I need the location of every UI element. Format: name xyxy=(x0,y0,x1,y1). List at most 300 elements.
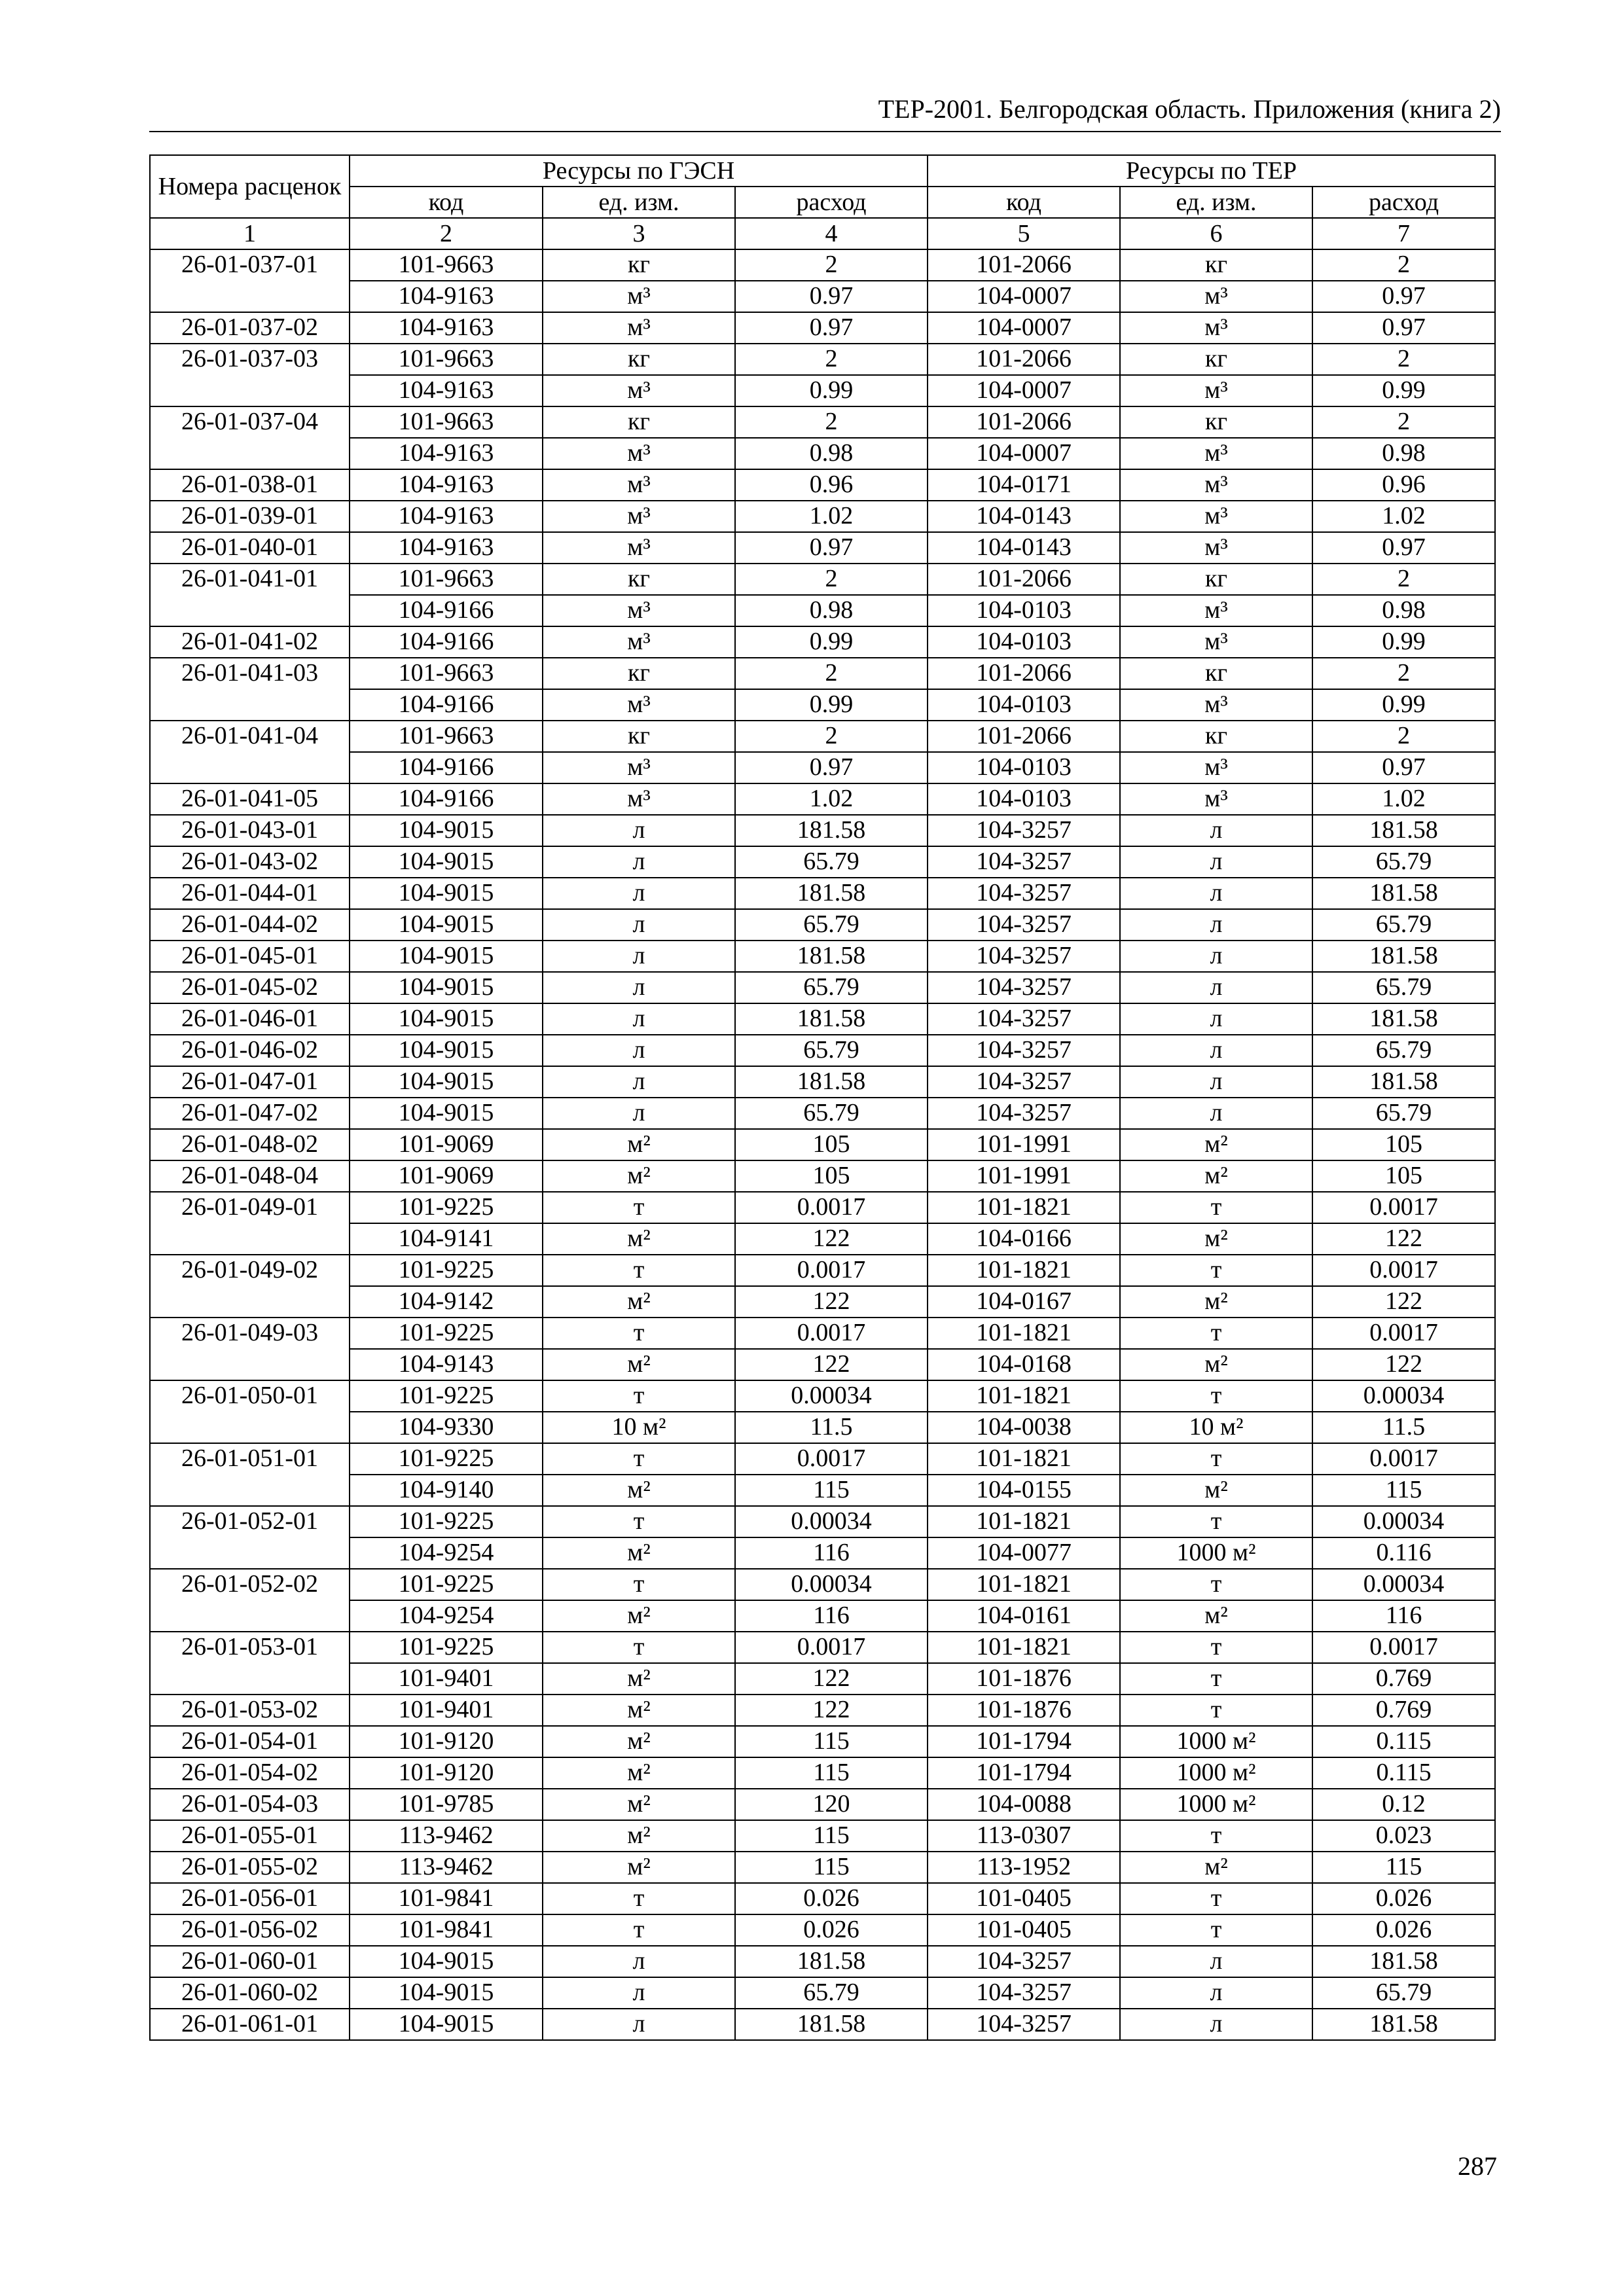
gesn-unit-cell: м² xyxy=(543,1475,735,1506)
rate-number-cell: 26-01-049-02 xyxy=(150,1255,350,1318)
ter-unit-cell: м² xyxy=(1120,1852,1312,1883)
gesn-consumption-cell: 0.026 xyxy=(735,1883,928,1914)
ter-code-cell: 104-3257 xyxy=(928,941,1120,972)
gesn-consumption-cell: 0.98 xyxy=(735,438,928,469)
ter-unit-cell: 1000 м² xyxy=(1120,1726,1312,1757)
ter-unit-cell: т xyxy=(1120,1632,1312,1663)
rate-number-cell: 26-01-053-02 xyxy=(150,1695,350,1726)
gesn-consumption-cell: 0.0017 xyxy=(735,1192,928,1223)
gesn-consumption-cell: 0.99 xyxy=(735,689,928,721)
ter-consumption-cell: 122 xyxy=(1312,1349,1495,1380)
table-row xyxy=(150,1663,1495,1695)
gesn-consumption-cell: 120 xyxy=(735,1789,928,1820)
gesn-code-cell: 104-9015 xyxy=(350,941,543,972)
gesn-code-cell: 101-9120 xyxy=(350,1726,543,1757)
gesn-consumption-cell: 181.58 xyxy=(735,878,928,909)
gesn-code-cell: 104-9254 xyxy=(350,1600,543,1632)
gesn-consumption-cell: 181.58 xyxy=(735,1946,928,1977)
ter-unit-cell: т xyxy=(1120,1820,1312,1852)
gesn-code-cell: 101-9225 xyxy=(350,1380,543,1412)
gesn-unit-cell: м² xyxy=(543,1852,735,1883)
ter-consumption-cell: 181.58 xyxy=(1312,1066,1495,1098)
gesn-code-cell: 104-9254 xyxy=(350,1537,543,1569)
ter-consumption-cell: 2 xyxy=(1312,721,1495,752)
table-row xyxy=(150,438,1495,469)
gesn-code-cell: 104-9015 xyxy=(350,972,543,1003)
ter-unit-cell: л xyxy=(1120,878,1312,909)
ter-consumption-cell: 2 xyxy=(1312,564,1495,595)
rate-number-cell: 26-01-055-01 xyxy=(150,1820,350,1852)
gesn-unit-cell: м³ xyxy=(543,501,735,532)
ter-consumption-cell: 181.58 xyxy=(1312,1003,1495,1035)
ter-unit-cell: м³ xyxy=(1120,312,1312,344)
gesn-code-cell: 104-9166 xyxy=(350,689,543,721)
rate-number-cell: 26-01-037-03 xyxy=(150,344,350,406)
table-row xyxy=(150,532,1495,564)
gesn-code-cell: 104-9163 xyxy=(350,501,543,532)
gesn-unit-cell: л xyxy=(543,1066,735,1098)
gesn-unit-cell: м³ xyxy=(543,689,735,721)
ter-code-cell: 104-0103 xyxy=(928,752,1120,783)
table-row xyxy=(150,1726,1495,1757)
column-number: 2 xyxy=(350,218,543,249)
ter-consumption-cell: 65.79 xyxy=(1312,1035,1495,1066)
gesn-unit-cell: т xyxy=(543,1506,735,1537)
gesn-code-cell: 104-9140 xyxy=(350,1475,543,1506)
rate-number-cell: 26-01-044-02 xyxy=(150,909,350,941)
gesn-consumption-cell: 181.58 xyxy=(735,941,928,972)
ter-consumption-cell: 0.99 xyxy=(1312,626,1495,658)
gesn-unit-cell: м² xyxy=(543,1349,735,1380)
table-body xyxy=(150,249,1495,2040)
ter-code-cell: 104-0103 xyxy=(928,783,1120,815)
ter-consumption-cell: 65.79 xyxy=(1312,1977,1495,2009)
ter-code-cell: 101-0405 xyxy=(928,1883,1120,1914)
ter-unit-cell: кг xyxy=(1120,249,1312,281)
ter-consumption-cell: 0.99 xyxy=(1312,689,1495,721)
ter-unit-cell: 1000 м² xyxy=(1120,1789,1312,1820)
table-row xyxy=(150,1443,1495,1475)
ter-unit-cell: т xyxy=(1120,1506,1312,1537)
gesn-consumption-cell: 0.00034 xyxy=(735,1569,928,1600)
rate-number-cell: 26-01-038-01 xyxy=(150,469,350,501)
table-row xyxy=(150,1349,1495,1380)
gesn-unit-cell: т xyxy=(543,1443,735,1475)
gesn-consumption-cell: 0.0017 xyxy=(735,1255,928,1286)
gesn-code-cell: 101-9069 xyxy=(350,1129,543,1160)
rate-number-cell: 26-01-060-01 xyxy=(150,1946,350,1977)
ter-code-cell: 101-1876 xyxy=(928,1695,1120,1726)
ter-unit-cell: кг xyxy=(1120,721,1312,752)
ter-code-cell: 104-3257 xyxy=(928,846,1120,878)
gesn-unit-cell: м² xyxy=(543,1537,735,1569)
gesn-consumption-cell: 0.99 xyxy=(735,626,928,658)
ter-consumption-cell: 0.115 xyxy=(1312,1726,1495,1757)
gesn-unit-cell: т xyxy=(543,1569,735,1600)
table-row xyxy=(150,1412,1495,1443)
rate-number-cell: 26-01-041-04 xyxy=(150,721,350,783)
rate-number-cell: 26-01-048-02 xyxy=(150,1129,350,1160)
table-row xyxy=(150,1380,1495,1412)
gesn-unit-cell: м³ xyxy=(543,532,735,564)
table-row xyxy=(150,658,1495,689)
table-row xyxy=(150,595,1495,626)
ter-unit-cell: 1000 м² xyxy=(1120,1757,1312,1789)
ter-unit-cell: м³ xyxy=(1120,532,1312,564)
gesn-code-cell: 101-9663 xyxy=(350,344,543,375)
gesn-code-cell: 104-9163 xyxy=(350,532,543,564)
ter-code-cell: 101-1821 xyxy=(928,1632,1120,1663)
gesn-unit-cell: т xyxy=(543,1914,735,1946)
gesn-code-cell: 104-9330 xyxy=(350,1412,543,1443)
column-number: 5 xyxy=(928,218,1120,249)
gesn-code-cell: 104-9015 xyxy=(350,1066,543,1098)
gesn-code-cell: 104-9163 xyxy=(350,375,543,406)
header-gesn-consumption: расход xyxy=(735,187,928,218)
table-row xyxy=(150,1223,1495,1255)
ter-code-cell: 104-0103 xyxy=(928,626,1120,658)
table-row xyxy=(150,1789,1495,1820)
ter-code-cell: 104-3257 xyxy=(928,1098,1120,1129)
ter-unit-cell: л xyxy=(1120,909,1312,941)
ter-consumption-cell: 0.769 xyxy=(1312,1663,1495,1695)
ter-code-cell: 101-2066 xyxy=(928,564,1120,595)
ter-unit-cell: м³ xyxy=(1120,689,1312,721)
ter-unit-cell: т xyxy=(1120,1318,1312,1349)
ter-unit-cell: т xyxy=(1120,1569,1312,1600)
table-row xyxy=(150,1820,1495,1852)
gesn-code-cell: 101-9663 xyxy=(350,658,543,689)
table-row xyxy=(150,1035,1495,1066)
gesn-consumption-cell: 0.0017 xyxy=(735,1443,928,1475)
gesn-unit-cell: л xyxy=(543,1003,735,1035)
ter-consumption-cell: 0.00034 xyxy=(1312,1506,1495,1537)
ter-code-cell: 101-1821 xyxy=(928,1192,1120,1223)
gesn-consumption-cell: 122 xyxy=(735,1223,928,1255)
gesn-code-cell: 104-9015 xyxy=(350,909,543,941)
gesn-unit-cell: м² xyxy=(543,1726,735,1757)
gesn-code-cell: 101-9663 xyxy=(350,721,543,752)
ter-unit-cell: т xyxy=(1120,1695,1312,1726)
gesn-consumption-cell: 65.79 xyxy=(735,909,928,941)
rate-number-cell: 26-01-060-02 xyxy=(150,1977,350,2009)
ter-consumption-cell: 115 xyxy=(1312,1475,1495,1506)
ter-code-cell: 101-1821 xyxy=(928,1318,1120,1349)
gesn-unit-cell: м² xyxy=(543,1160,735,1192)
gesn-code-cell: 104-9015 xyxy=(350,1035,543,1066)
ter-consumption-cell: 2 xyxy=(1312,249,1495,281)
gesn-code-cell: 104-9015 xyxy=(350,878,543,909)
gesn-unit-cell: л xyxy=(543,1035,735,1066)
ter-unit-cell: л xyxy=(1120,1035,1312,1066)
ter-unit-cell: кг xyxy=(1120,658,1312,689)
gesn-consumption-cell: 65.79 xyxy=(735,972,928,1003)
ter-unit-cell: л xyxy=(1120,941,1312,972)
ter-unit-cell: л xyxy=(1120,1066,1312,1098)
ter-unit-cell: т xyxy=(1120,1255,1312,1286)
gesn-unit-cell: м² xyxy=(543,1757,735,1789)
rate-number-cell: 26-01-053-01 xyxy=(150,1632,350,1695)
ter-consumption-cell: 0.96 xyxy=(1312,469,1495,501)
ter-code-cell: 101-2066 xyxy=(928,249,1120,281)
gesn-unit-cell: м³ xyxy=(543,595,735,626)
rate-number-cell: 26-01-055-02 xyxy=(150,1852,350,1883)
gesn-consumption-cell: 115 xyxy=(735,1726,928,1757)
gesn-code-cell: 104-9015 xyxy=(350,1946,543,1977)
table-row xyxy=(150,1852,1495,1883)
rate-number-cell: 26-01-037-02 xyxy=(150,312,350,344)
gesn-code-cell: 104-9166 xyxy=(350,752,543,783)
table-row xyxy=(150,1318,1495,1349)
gesn-consumption-cell: 65.79 xyxy=(735,1035,928,1066)
rate-number-cell: 26-01-046-01 xyxy=(150,1003,350,1035)
table-row xyxy=(150,1192,1495,1223)
ter-consumption-cell: 2 xyxy=(1312,406,1495,438)
gesn-unit-cell: кг xyxy=(543,658,735,689)
table-row xyxy=(150,972,1495,1003)
gesn-code-cell: 101-9225 xyxy=(350,1255,543,1286)
rate-number-cell: 26-01-044-01 xyxy=(150,878,350,909)
ter-consumption-cell: 105 xyxy=(1312,1160,1495,1192)
ter-unit-cell: л xyxy=(1120,1098,1312,1129)
rate-number-cell: 26-01-037-01 xyxy=(150,249,350,312)
gesn-consumption-cell: 0.97 xyxy=(735,312,928,344)
header-gesn-unit: ед. изм. xyxy=(543,187,735,218)
gesn-consumption-cell: 0.00034 xyxy=(735,1506,928,1537)
ter-code-cell: 104-0038 xyxy=(928,1412,1120,1443)
ter-consumption-cell: 0.00034 xyxy=(1312,1380,1495,1412)
ter-consumption-cell: 0.0017 xyxy=(1312,1318,1495,1349)
gesn-unit-cell: л xyxy=(543,972,735,1003)
gesn-unit-cell: м³ xyxy=(543,281,735,312)
ter-unit-cell: м² xyxy=(1120,1223,1312,1255)
ter-consumption-cell: 181.58 xyxy=(1312,2009,1495,2040)
table-row xyxy=(150,1914,1495,1946)
ter-consumption-cell: 0.0017 xyxy=(1312,1255,1495,1286)
ter-code-cell: 104-0155 xyxy=(928,1475,1120,1506)
table-row xyxy=(150,469,1495,501)
ter-consumption-cell: 0.0017 xyxy=(1312,1192,1495,1223)
gesn-consumption-cell: 181.58 xyxy=(735,1003,928,1035)
gesn-unit-cell: т xyxy=(543,1883,735,1914)
rate-number-cell: 26-01-041-01 xyxy=(150,564,350,626)
gesn-code-cell: 101-9663 xyxy=(350,406,543,438)
table-row xyxy=(150,564,1495,595)
ter-code-cell: 104-0167 xyxy=(928,1286,1120,1318)
ter-consumption-cell: 65.79 xyxy=(1312,972,1495,1003)
gesn-code-cell: 104-9142 xyxy=(350,1286,543,1318)
table-row xyxy=(150,1946,1495,1977)
gesn-code-cell: 104-9015 xyxy=(350,1098,543,1129)
header-rate-numbers: Номера расценок xyxy=(150,155,350,218)
ter-code-cell: 104-0007 xyxy=(928,312,1120,344)
gesn-consumption-cell: 1.02 xyxy=(735,783,928,815)
table-row xyxy=(150,1475,1495,1506)
gesn-code-cell: 104-9015 xyxy=(350,2009,543,2040)
ter-consumption-cell: 65.79 xyxy=(1312,909,1495,941)
column-number: 1 xyxy=(150,218,350,249)
gesn-unit-cell: т xyxy=(543,1632,735,1663)
rate-number-cell: 26-01-043-02 xyxy=(150,846,350,878)
table-row xyxy=(150,501,1495,532)
ter-code-cell: 101-1794 xyxy=(928,1757,1120,1789)
ter-unit-cell: м² xyxy=(1120,1129,1312,1160)
ter-consumption-cell: 0.0017 xyxy=(1312,1632,1495,1663)
gesn-code-cell: 113-9462 xyxy=(350,1852,543,1883)
gesn-consumption-cell: 105 xyxy=(735,1129,928,1160)
rate-number-cell: 26-01-049-01 xyxy=(150,1192,350,1255)
gesn-unit-cell: м² xyxy=(543,1129,735,1160)
gesn-consumption-cell: 2 xyxy=(735,564,928,595)
gesn-unit-cell: м² xyxy=(543,1820,735,1852)
rate-number-cell: 26-01-056-01 xyxy=(150,1883,350,1914)
gesn-code-cell: 104-9015 xyxy=(350,1003,543,1035)
gesn-code-cell: 101-9225 xyxy=(350,1506,543,1537)
ter-code-cell: 104-3257 xyxy=(928,815,1120,846)
ter-code-cell: 101-1821 xyxy=(928,1506,1120,1537)
table-row xyxy=(150,375,1495,406)
ter-consumption-cell: 0.98 xyxy=(1312,595,1495,626)
ter-consumption-cell: 0.98 xyxy=(1312,438,1495,469)
gesn-unit-cell: л xyxy=(543,1977,735,2009)
gesn-code-cell: 101-9785 xyxy=(350,1789,543,1820)
gesn-consumption-cell: 2 xyxy=(735,249,928,281)
ter-code-cell: 101-1821 xyxy=(928,1380,1120,1412)
ter-unit-cell: м² xyxy=(1120,1600,1312,1632)
table-row xyxy=(150,1255,1495,1286)
ter-unit-cell: т xyxy=(1120,1883,1312,1914)
ter-unit-cell: т xyxy=(1120,1914,1312,1946)
table-row xyxy=(150,1160,1495,1192)
gesn-consumption-cell: 2 xyxy=(735,406,928,438)
table-row xyxy=(150,909,1495,941)
gesn-consumption-cell: 0.97 xyxy=(735,532,928,564)
table-row xyxy=(150,1757,1495,1789)
header-ter-consumption: расход xyxy=(1312,187,1495,218)
gesn-consumption-cell: 2 xyxy=(735,721,928,752)
ter-code-cell: 101-2066 xyxy=(928,658,1120,689)
gesn-code-cell: 101-9401 xyxy=(350,1695,543,1726)
ter-unit-cell: л xyxy=(1120,815,1312,846)
gesn-consumption-cell: 0.00034 xyxy=(735,1380,928,1412)
table-row xyxy=(150,1632,1495,1663)
ter-unit-cell: л xyxy=(1120,1946,1312,1977)
ter-consumption-cell: 0.026 xyxy=(1312,1914,1495,1946)
ter-consumption-cell: 0.97 xyxy=(1312,532,1495,564)
rate-number-cell: 26-01-039-01 xyxy=(150,501,350,532)
rate-number-cell: 26-01-061-01 xyxy=(150,2009,350,2040)
gesn-consumption-cell: 115 xyxy=(735,1852,928,1883)
rate-number-cell: 26-01-047-01 xyxy=(150,1066,350,1098)
gesn-code-cell: 101-9225 xyxy=(350,1569,543,1600)
ter-code-cell: 101-1821 xyxy=(928,1255,1120,1286)
rate-number-cell: 26-01-054-02 xyxy=(150,1757,350,1789)
ter-unit-cell: л xyxy=(1120,846,1312,878)
table-row xyxy=(150,1537,1495,1569)
column-number: 6 xyxy=(1120,218,1312,249)
table-row xyxy=(150,1286,1495,1318)
rate-number-cell: 26-01-041-05 xyxy=(150,783,350,815)
ter-unit-cell: м² xyxy=(1120,1475,1312,1506)
gesn-unit-cell: л xyxy=(543,878,735,909)
gesn-consumption-cell: 181.58 xyxy=(735,1066,928,1098)
rate-number-cell: 26-01-051-01 xyxy=(150,1443,350,1506)
gesn-consumption-cell: 0.98 xyxy=(735,595,928,626)
gesn-unit-cell: л xyxy=(543,1098,735,1129)
table-row xyxy=(150,2009,1495,2040)
gesn-code-cell: 104-9141 xyxy=(350,1223,543,1255)
gesn-unit-cell: м³ xyxy=(543,438,735,469)
rate-number-cell: 26-01-047-02 xyxy=(150,1098,350,1129)
table-row xyxy=(150,1883,1495,1914)
ter-code-cell: 104-3257 xyxy=(928,2009,1120,2040)
ter-code-cell: 101-1991 xyxy=(928,1129,1120,1160)
rate-number-cell: 26-01-048-04 xyxy=(150,1160,350,1192)
table-row xyxy=(150,1600,1495,1632)
ter-code-cell: 101-1794 xyxy=(928,1726,1120,1757)
ter-consumption-cell: 1.02 xyxy=(1312,501,1495,532)
table-row xyxy=(150,941,1495,972)
table-row xyxy=(150,878,1495,909)
ter-code-cell: 104-0088 xyxy=(928,1789,1120,1820)
rate-number-cell: 26-01-054-01 xyxy=(150,1726,350,1757)
ter-code-cell: 104-0103 xyxy=(928,689,1120,721)
ter-code-cell: 113-0307 xyxy=(928,1820,1120,1852)
gesn-code-cell: 101-9663 xyxy=(350,249,543,281)
gesn-unit-cell: м³ xyxy=(543,626,735,658)
resource-table xyxy=(149,154,1496,2041)
gesn-code-cell: 101-9120 xyxy=(350,1757,543,1789)
rate-number-cell: 26-01-054-03 xyxy=(150,1789,350,1820)
ter-consumption-cell: 0.99 xyxy=(1312,375,1495,406)
gesn-unit-cell: м³ xyxy=(543,375,735,406)
table-row xyxy=(150,626,1495,658)
gesn-unit-cell: м² xyxy=(543,1663,735,1695)
ter-unit-cell: л xyxy=(1120,972,1312,1003)
ter-consumption-cell: 181.58 xyxy=(1312,878,1495,909)
gesn-code-cell: 101-9225 xyxy=(350,1192,543,1223)
ter-consumption-cell: 181.58 xyxy=(1312,941,1495,972)
ter-code-cell: 104-3257 xyxy=(928,1977,1120,2009)
rate-number-cell: 26-01-037-04 xyxy=(150,406,350,469)
gesn-consumption-cell: 116 xyxy=(735,1600,928,1632)
ter-unit-cell: м³ xyxy=(1120,469,1312,501)
ter-unit-cell: кг xyxy=(1120,564,1312,595)
gesn-consumption-cell: 105 xyxy=(735,1160,928,1192)
header-ter-unit: ед. изм. xyxy=(1120,187,1312,218)
table-row xyxy=(150,1977,1495,2009)
ter-unit-cell: т xyxy=(1120,1443,1312,1475)
gesn-code-cell: 104-9166 xyxy=(350,626,543,658)
gesn-unit-cell: м³ xyxy=(543,783,735,815)
gesn-unit-cell: л xyxy=(543,2009,735,2040)
gesn-unit-cell: л xyxy=(543,815,735,846)
table-row xyxy=(150,1098,1495,1129)
gesn-consumption-cell: 181.58 xyxy=(735,2009,928,2040)
gesn-unit-cell: т xyxy=(543,1318,735,1349)
gesn-code-cell: 104-9163 xyxy=(350,281,543,312)
gesn-unit-cell: л xyxy=(543,846,735,878)
table-row xyxy=(150,783,1495,815)
rate-number-cell: 26-01-052-02 xyxy=(150,1569,350,1632)
gesn-code-cell: 104-9163 xyxy=(350,438,543,469)
gesn-unit-cell: л xyxy=(543,1946,735,1977)
ter-code-cell: 104-3257 xyxy=(928,1035,1120,1066)
ter-consumption-cell: 0.97 xyxy=(1312,312,1495,344)
gesn-unit-cell: кг xyxy=(543,344,735,375)
ter-consumption-cell: 2 xyxy=(1312,658,1495,689)
gesn-consumption-cell: 122 xyxy=(735,1695,928,1726)
